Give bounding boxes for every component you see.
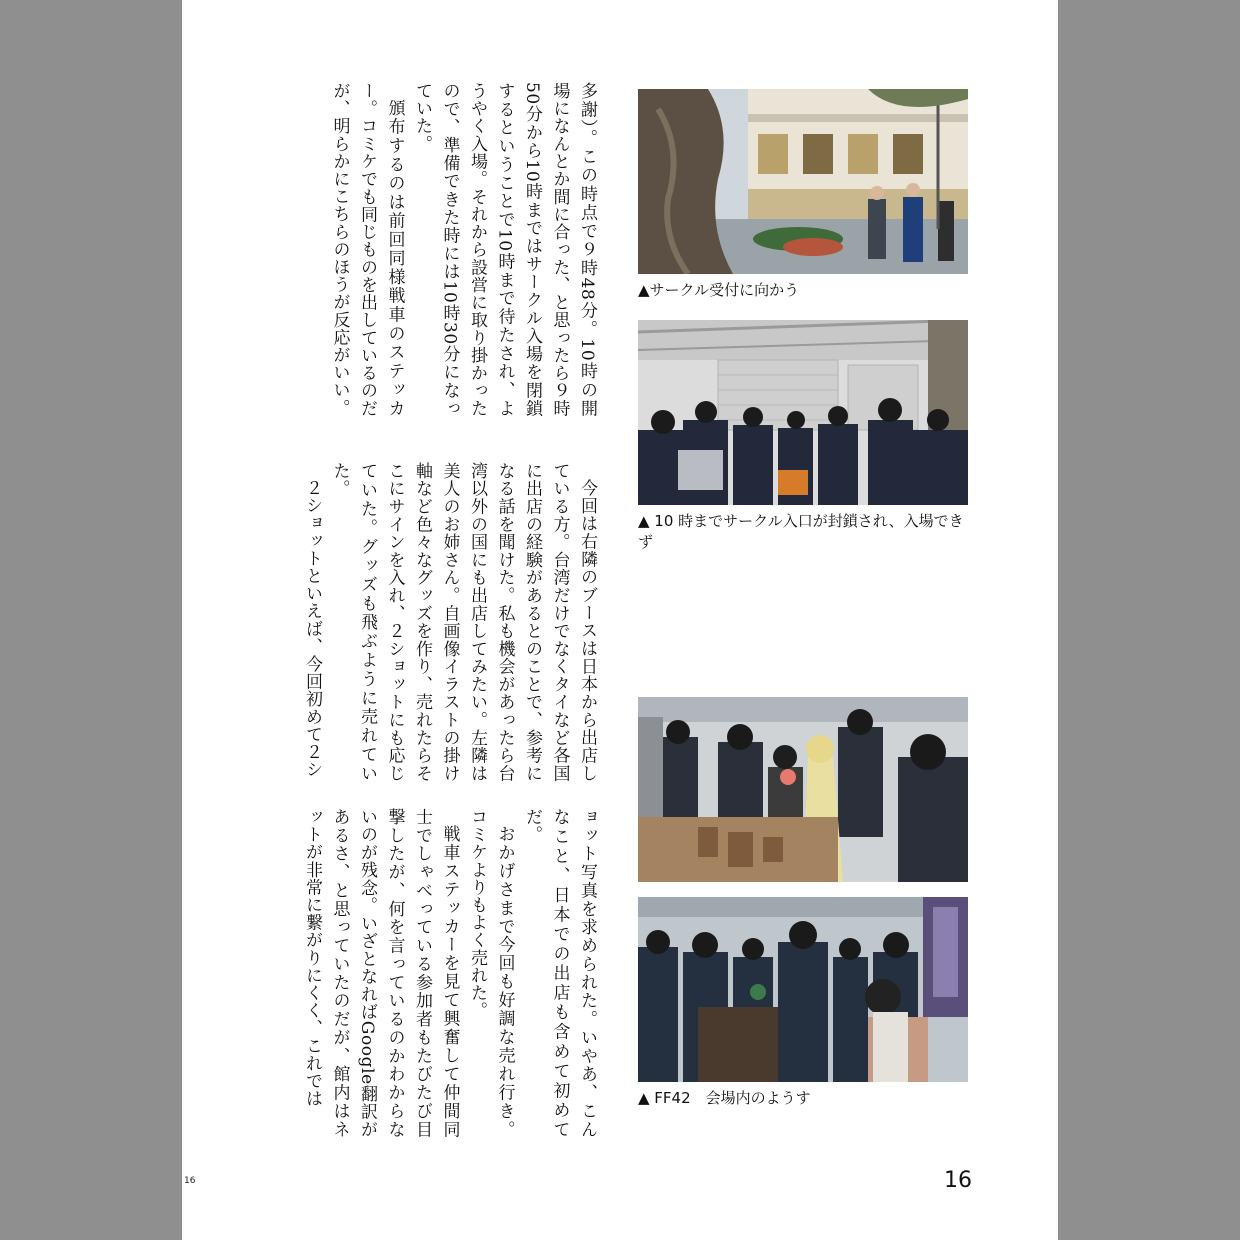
photo-entrance-closed — [638, 320, 968, 505]
photo-hall-interior-2 — [638, 897, 968, 1082]
paragraph: 多謝）。この時点で９時48分。10時の開場になんとか間に合った、と思ったら９時50分から10時まではサークル入場を閉鎖するということで10時まで待たされ、ようやく入場。それから設営に取り掛かったので、準備できた時には10時30分になっていた。 — [412, 82, 597, 417]
caption-photo-2: ▲ 10 時までサークル入口が封鎖され、入場できず — [638, 512, 964, 551]
paragraph: ２ショットといえば、今回初めて２シ — [302, 479, 322, 779]
paragraph: 戦車ステッカーを見て興奮して仲間同士でしゃべっている参加者もたびたび目撃したが、何を言っているのかわからないのが残念。いざとなればGoogle翻訳があるさ、と思っていたのだが、館内はネットが非常に繋がりにくく、これでは — [302, 808, 460, 1138]
text-block-middle — [270, 462, 600, 782]
caption-photo-1: ▲サークル受付に向かう — [638, 281, 800, 299]
photo-hall-interior-1 — [638, 697, 968, 882]
photo-circle-reception — [638, 89, 968, 274]
text-block-upper — [270, 82, 600, 417]
document-page — [182, 0, 1058, 1240]
text-block-lower — [270, 808, 600, 1138]
paragraph: おかげさまで今回も好調な売れ行き。コミケよりもよく売れた。 — [467, 808, 515, 1138]
paragraph: ョット写真を求められた。いやあ、こんなこと、日本での出店も含めて初めてだ。 — [522, 808, 597, 1138]
page-number: 16 — [944, 1168, 972, 1193]
paragraph: 頒布するのは前回同様戦車のステッカー。コミケでも同じものを出しているのだが、明らかにこちらのほうが反応がいい。 — [329, 82, 405, 417]
paragraph: 今回は右隣のブースは日本から出店している方。台湾だけでなくタイなど各国に出店の経験があるとのことで、参考になる話を聞けた。私も機会があったら台湾以外の国にも出店してみたい。左隣は美人のお姉さん。自画像イラストの掛け軸など色々なグッズを作り、売れたらそこにサインを入れ、２ショットにも応じていた。グッズも飛ぶように売れていた。 — [329, 462, 597, 782]
page-number-small: 16 — [184, 1176, 196, 1186]
caption-photo-3-4: ▲ FF42 会場内のようす — [638, 1089, 811, 1107]
